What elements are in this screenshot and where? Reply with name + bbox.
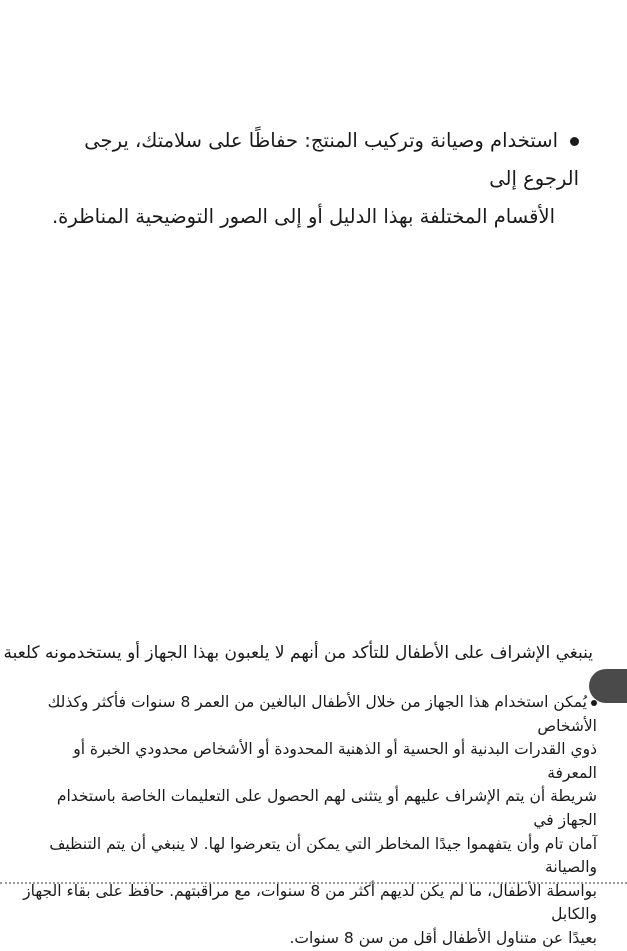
children-usage-line-5: بواسطة الأطفال، ما لم يكن لديهم أكثر من 8 سنوات، مع مراقبتهم. حافظ على بقاء الجهاز والكابل xyxy=(23,881,597,924)
children-usage-bullet xyxy=(20,691,597,951)
children-usage-line-3: شريطة أن يتم الإشراف عليهم أو يتثنى لهم الحصول على التعليمات الخاصة باستخدام الجهاز في xyxy=(56,787,597,829)
usage-safety-bullet xyxy=(40,122,579,236)
children-usage-line-4: آمان تام وأن يتفهموا جيدًا المخاطر التي يمكن أن يتعرضوا لها. لا ينبغي أن يتم التنظيف والصيانة xyxy=(49,834,597,877)
children-usage-line-6: بعيدًا عن متناول الأطفال أقل من سن 8 سنوات. xyxy=(289,928,597,947)
bullet-dot-icon xyxy=(570,137,579,146)
child-supervision-note: ينبغي الإشراف على الأطفال للتأكد من أنهم لا يلعبون بهذا الجهاز أو يستخدمونه كلعبة xyxy=(3,643,593,663)
children-usage-line-2: ذوي القدرات البدنية أو الحسية أو الذهنية المحدودة أو الأشخاص محدودي الخبرة أو المعرفة xyxy=(73,740,597,782)
bullet-dot-icon xyxy=(591,700,597,706)
page-bottom-rule xyxy=(0,882,627,886)
usage-safety-line-1: استخدام وصيانة وتركيب المنتج: حفاظًا على سلامتك، يرجى الرجوع إلى xyxy=(84,129,579,190)
children-usage-line-1: يُمكن استخدام هذا الجهاز من خلال الأطفال البالغين من العمر 8 سنوات فأكثر وكذلك الأشخاص xyxy=(47,693,597,735)
usage-safety-line-2: الأقسام المختلفة بهذا الدليل أو إلى الصور التوضيحية المناظرة. xyxy=(51,205,555,228)
